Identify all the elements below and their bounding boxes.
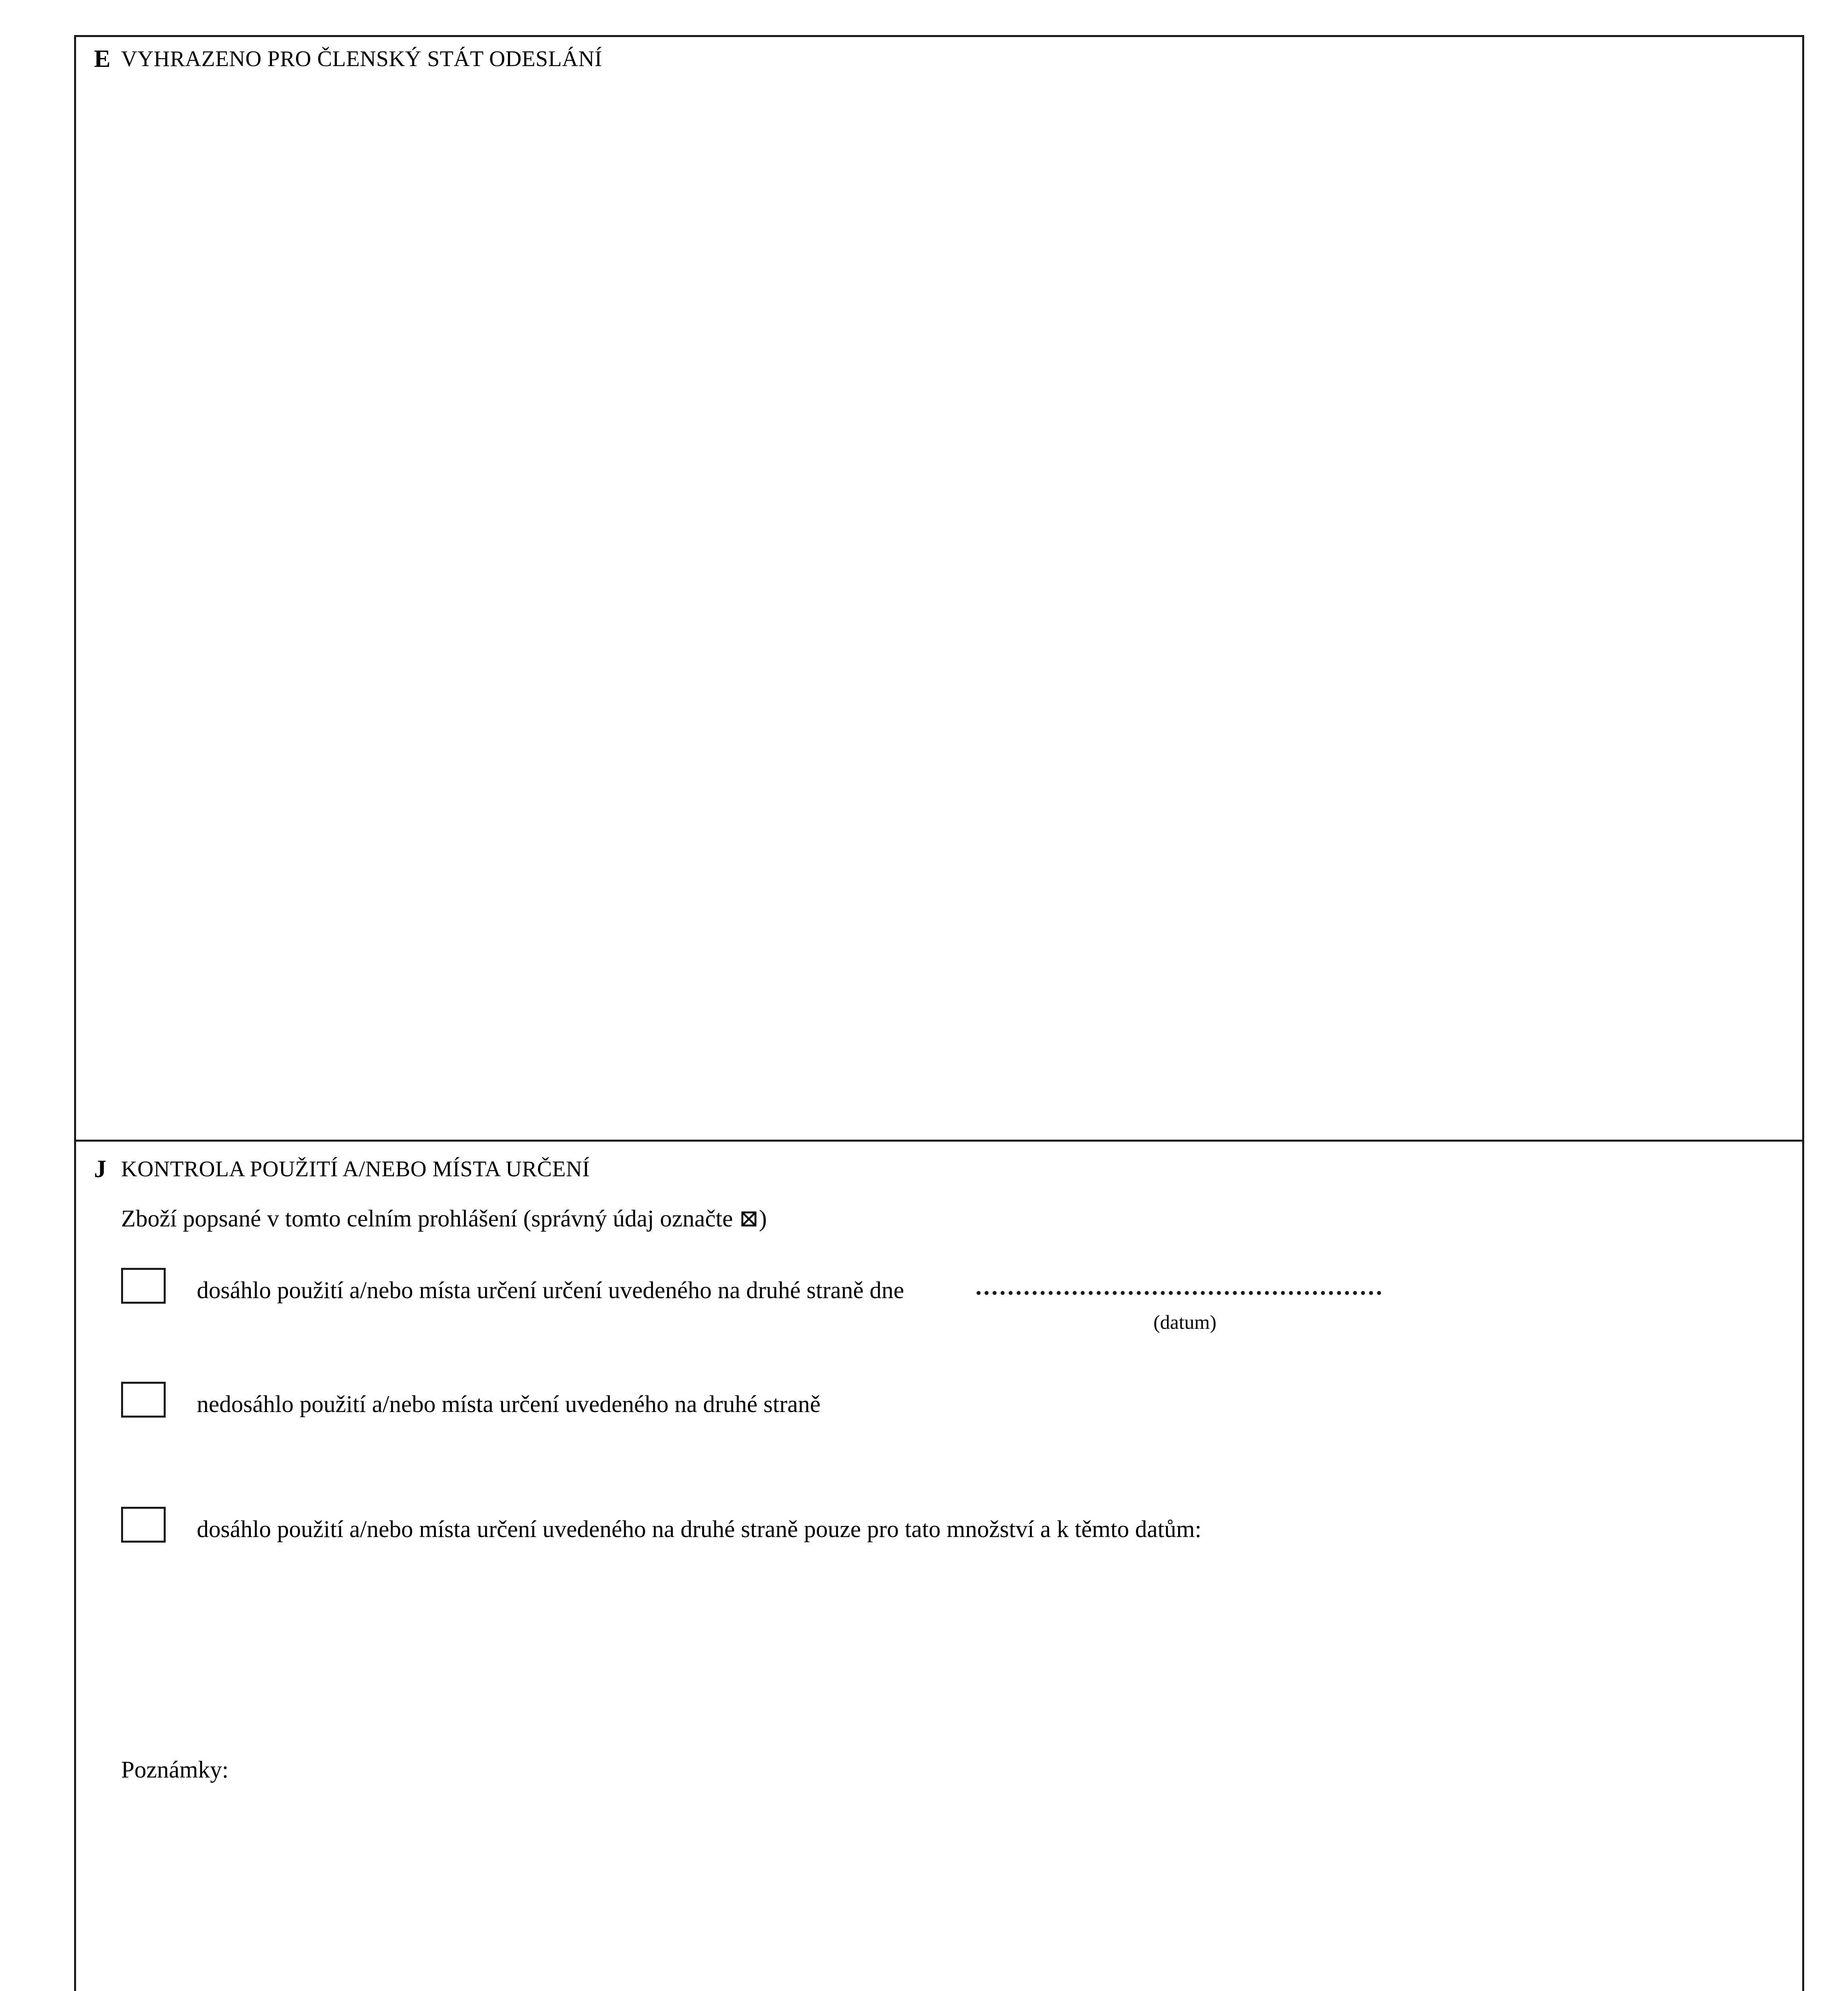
option-not-reached-use-label: nedosáhlo použití a/nebo místa určení uvedeného na druhé straně	[197, 1391, 821, 1417]
remarks-label: Poznámky:	[121, 1756, 229, 1783]
date-field[interactable]	[977, 1291, 1381, 1295]
option-partially-reached-use-label: dosáhlo použití a/nebo místa určení uvedeného na druhé straně pouze pro tato množství a k těmto datům:	[197, 1516, 1202, 1542]
checkbox-reached-use[interactable]	[121, 1268, 166, 1304]
section-divider	[74, 1140, 1804, 1142]
section-e-title: VYHRAZENO PRO ČLENSKÝ STÁT ODESLÁNÍ	[121, 47, 603, 71]
option-reached-use-label: dosáhlo použití a/nebo místa určení určení uvedeného na druhé straně dne	[197, 1277, 904, 1303]
section-j-intro: Zboží popsané v tomto celním prohlášení (správný údaj označte ⊠)	[121, 1205, 767, 1232]
date-caption: (datum)	[1153, 1311, 1217, 1333]
section-j-letter: J	[94, 1156, 106, 1183]
checkbox-partially-reached-use[interactable]	[121, 1507, 166, 1543]
form-frame	[74, 35, 1804, 1991]
section-j-title: KONTROLA POUŽITÍ A/NEBO MÍSTA URČENÍ	[121, 1157, 590, 1181]
checkbox-not-reached-use[interactable]	[121, 1382, 166, 1418]
section-e-letter: E	[94, 45, 111, 72]
